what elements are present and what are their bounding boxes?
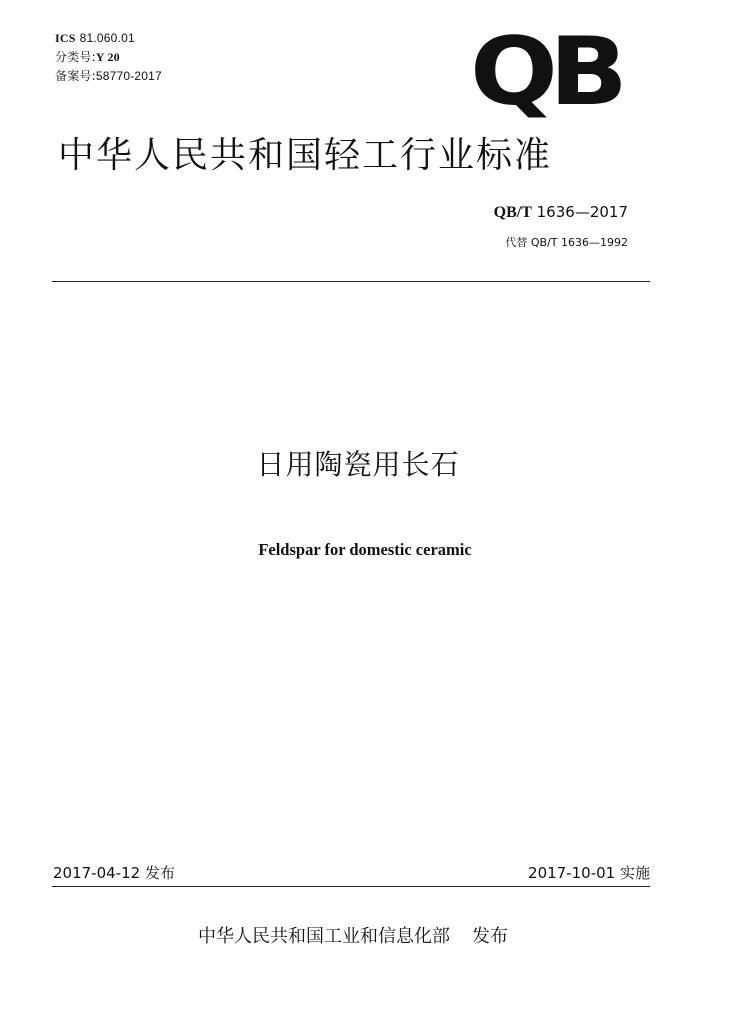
classification-value: Y 20 [95, 50, 120, 64]
record-value: 58770-2017 [95, 69, 162, 83]
ics-line [55, 31, 135, 45]
standard-code [494, 203, 628, 222]
record-label: 备案号: [55, 69, 96, 83]
replaces-note: 代替 QB/T 1636—1992 [505, 236, 628, 249]
issuer-name: 中华人民共和国工业和信息化部 [198, 926, 450, 947]
implement-date: 2017-10-01 实施 [528, 864, 650, 882]
issuer-action: 发布 [472, 926, 508, 947]
classification-label: 分类号: [55, 50, 96, 64]
header-divider [52, 281, 650, 282]
standard-code-number: 1636—2017 [536, 203, 628, 221]
document-title-cn: 日用陶瓷用长石 [256, 448, 460, 481]
standard-title: 中华人民共和国轻工行业标准 [58, 135, 553, 176]
issuer [0, 922, 734, 948]
record-line [55, 69, 162, 83]
document-title-en: Feldspar for domestic ceramic [258, 540, 472, 559]
classification-line [55, 50, 120, 64]
standard-code-prefix: QB/T [493, 204, 532, 221]
footer-divider [52, 886, 650, 887]
ics-label: ICS [55, 31, 76, 45]
ics-value: 81.060.01 [79, 31, 135, 45]
qb-logo: QB [470, 18, 620, 127]
issue-date: 2017-04-12 发布 [53, 864, 175, 882]
